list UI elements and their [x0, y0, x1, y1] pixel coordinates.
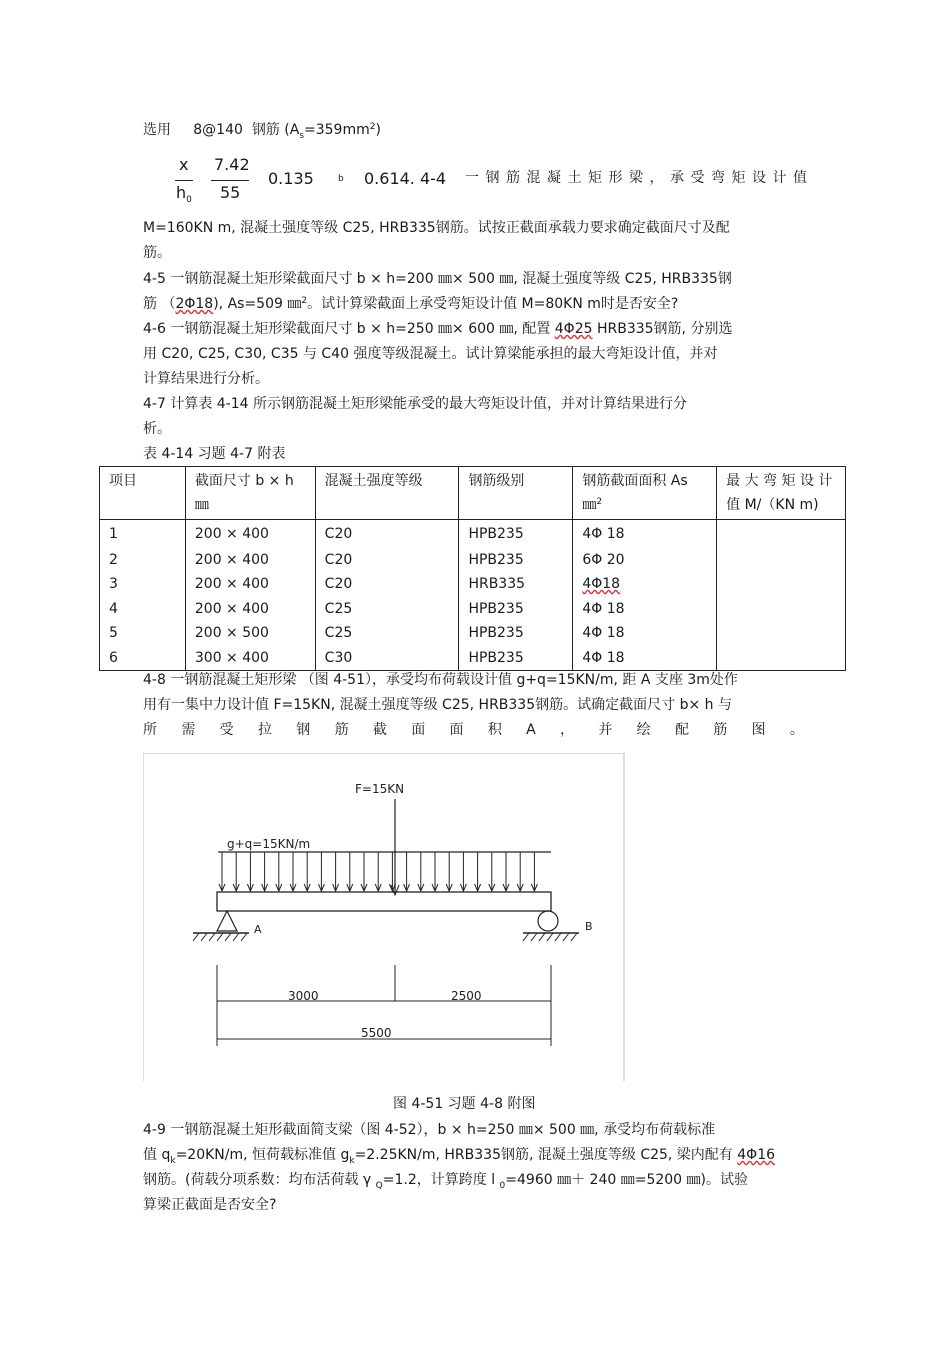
hatch-line [531, 933, 537, 941]
dim-left-label: 3000 [288, 989, 319, 1003]
cell-concrete: C20 [315, 572, 459, 597]
header-area-sup: 2 [596, 497, 603, 507]
cell-steel: HPB235 [459, 548, 573, 573]
char: 受 [219, 722, 234, 738]
selection-line [143, 121, 381, 141]
hatch-line [217, 933, 223, 941]
cell-steel: HPB235 [459, 621, 573, 646]
cell-concrete: C20 [315, 548, 459, 573]
force-label: F=15KN [355, 782, 405, 796]
table-row [100, 621, 846, 646]
p45-rebar: 2Φ18 [175, 296, 214, 312]
p45-sup: 2 [301, 296, 308, 306]
hatch-line [563, 933, 569, 941]
formula-numerator: 7.42 [214, 155, 250, 174]
table-row [100, 548, 846, 573]
p46-text-c: HRB335钢筋, 分别选 [592, 321, 733, 337]
header-steel: 钢筋级别 [459, 467, 573, 520]
problem-4-9-line2 [143, 1146, 775, 1166]
close-paren: ) [375, 122, 381, 138]
header-size-unit: ㎜ [194, 497, 209, 513]
char: 积 [487, 722, 502, 738]
cell-steel: HRB335 [459, 572, 573, 597]
problem-4-8-line3 [143, 721, 804, 739]
cell-no: 3 [100, 572, 186, 597]
header-moment-line2: 值 M/（KN m) [726, 497, 819, 513]
p49-text-b: =20KN/m, 恒荷载标准值 g [175, 1147, 350, 1163]
table-row [100, 646, 846, 671]
char: 绘 [636, 722, 651, 738]
p49-text-c: =2.25KN/m, HRB335钢筋, 混凝土强度等级 C25, 梁内配有 [354, 1147, 738, 1163]
cell-moment [717, 572, 846, 597]
problem-4-9-line1: 4-9 一钢筋混凝土矩形截面简支梁（图 4-52），b × h=250 ㎜× 500 ㎜, 承受均布荷载标准 [143, 1122, 716, 1138]
char: 配 [674, 722, 689, 738]
hatch-line [547, 933, 553, 941]
cell-area: 4Φ 18 [573, 646, 717, 671]
table-row [100, 597, 846, 622]
header-concrete: 混凝土强度等级 [315, 467, 459, 520]
subscript: s [299, 131, 305, 141]
cell-steel: HPB235 [459, 597, 573, 622]
char: 筋 [334, 722, 349, 738]
rebar-word: 钢筋 (A [251, 122, 300, 138]
header-moment-line1: 最 大 弯 矩 设 计 [726, 473, 833, 489]
cell-no: 1 [100, 520, 186, 548]
formula-h-sub: 0 [186, 195, 192, 205]
formula-b-sub: b [338, 174, 344, 184]
cell-size: 200 × 400 [185, 548, 315, 573]
fraction-bar-2 [211, 180, 249, 181]
rebar-spec: 8@140 [193, 122, 243, 138]
cell-concrete: C25 [315, 621, 459, 646]
cell-area: 6Φ 20 [573, 548, 717, 573]
cell-steel: HPB235 [459, 646, 573, 671]
header-area-unit: ㎜ [582, 497, 597, 513]
p49-sub-q: Q [375, 1181, 383, 1191]
cell-moment [717, 597, 846, 622]
char: 面 [411, 722, 426, 738]
problem-4-6-line2: 用 C20, C25, C30, C35 与 C40 强度等级混凝土。试计算梁能承担的最大弯矩设计值，并对 [143, 346, 718, 362]
p45-text-c: ), As=509 ㎜ [213, 296, 302, 312]
char: 。 [789, 722, 804, 738]
area-value: =359mm [304, 122, 370, 138]
hatch-line [539, 933, 545, 941]
cell-no: 6 [100, 646, 186, 671]
char: A [526, 722, 536, 738]
cell-area: 4Φ 18 [573, 621, 717, 646]
header-size [185, 467, 315, 520]
p49-sub-k1: k [170, 1156, 176, 1166]
formula-denominator: 55 [220, 183, 241, 202]
problem-4-5-line2 [143, 295, 678, 313]
ground-hatch-b [523, 933, 577, 941]
char: 筋 [713, 722, 728, 738]
hatch-line [193, 933, 199, 941]
cell-size: 200 × 400 [185, 572, 315, 597]
cell-moment [717, 548, 846, 573]
hatch-line [523, 933, 529, 941]
char: 面 [449, 722, 464, 738]
cell-concrete: C20 [315, 520, 459, 548]
char: 所 [143, 722, 157, 738]
cell-concrete: C25 [315, 597, 459, 622]
cell-steel: HPB235 [459, 520, 573, 548]
table-row [100, 520, 846, 548]
hatch-line [555, 933, 561, 941]
cell-area: 4Φ 18 [573, 520, 717, 548]
cell-no: 2 [100, 548, 186, 573]
beam-figure [143, 753, 625, 1081]
load-arrows [219, 852, 537, 891]
pin-support-a-icon [217, 911, 237, 931]
problem-4-6-line1 [143, 320, 732, 338]
p49-text-3b: =1.2，计算跨度 l [382, 1172, 500, 1188]
p49-sub-k2: k [349, 1156, 355, 1166]
hatch-line [209, 933, 215, 941]
cell-size: 200 × 500 [185, 621, 315, 646]
p49-text-3a: 钢筋。(荷载分项系数：均布活荷载 γ [143, 1172, 376, 1188]
problem-4-8-line2: 用有一集中力设计值 F=15KN, 混凝土强度等级 C25, HRB335钢筋。试确定截面尺寸 b× h 与 [143, 697, 732, 713]
load-label: g+q=15KN/m [227, 837, 311, 851]
p45-text-a: 筋 （ [143, 296, 176, 312]
p45-text-d: 。试计算梁截面上承受弯矩设计值 M=80KN m时是否安全? [307, 296, 679, 312]
table-caption: 表 4-14 习题 4-7 附表 [143, 446, 286, 462]
cell-area: 4Φ 18 [573, 597, 717, 622]
table-row [100, 572, 846, 597]
header-moment [717, 467, 846, 520]
roller-support-b-icon [538, 911, 558, 931]
cell-no: 4 [100, 597, 186, 622]
p46-rebar: 4Φ25 [554, 321, 593, 337]
cell-area: 4Φ18 [573, 572, 717, 597]
problem-4-9-line4: 算梁正截面是否安全? [143, 1197, 277, 1213]
p46-text-a: 4-6 一钢筋混凝土矩形梁截面尺寸 b × h=250 ㎜× 600 ㎜, 配置 [143, 321, 555, 337]
formula-bound: 0.614. 4-4 [364, 169, 447, 188]
cell-concrete: C30 [315, 646, 459, 671]
figure-caption: 图 4-51 习题 4-8 附图 [393, 1096, 536, 1112]
cell-moment [717, 520, 846, 548]
table-header-row [100, 467, 846, 520]
formula-h [176, 184, 192, 205]
formula-x: x [179, 155, 189, 174]
problem-4-6-line3: 计算结果进行分析。 [143, 371, 269, 387]
problem-4-5-line1: 4-5 一钢筋混凝土矩形梁截面尺寸 b × h=200 ㎜× 500 ㎜, 混凝土强度等级 C25, HRB335钢 [143, 271, 732, 287]
p49-sub-0: 0 [499, 1181, 506, 1191]
support-b-label: B [585, 920, 593, 933]
data-table [99, 466, 846, 671]
header-size-line1: 截面尺寸 b × h [194, 473, 294, 489]
problem-4-4-title: 一钢筋混凝土矩形梁，承受弯矩设计值 [465, 170, 814, 186]
cell-size: 200 × 400 [185, 520, 315, 548]
hatch-line [571, 933, 577, 941]
problem-4-8-line1: 4-8 一钢筋混凝土矩形梁 （图 4-51），承受均布荷载设计值 g+q=15KN/m, 距 A 支座 3m处作 [143, 672, 738, 688]
problem-4-7-line1: 4-7 计算表 4-14 所示钢筋混凝土矩形梁能承受的最大弯矩设计值，并对计算结果进行分 [143, 396, 687, 412]
cell-size: 300 × 400 [185, 646, 315, 671]
beam-diagram [143, 753, 625, 1081]
cell-no: 5 [100, 621, 186, 646]
char: 截 [372, 722, 387, 738]
header-area [573, 467, 717, 520]
header-area-line1: 钢筋截面面积 As [582, 473, 688, 489]
problem-4-4-line2: M=160KN m, 混凝土强度等级 C25, HRB335钢筋。试按正截面承载力要求确定截面尺寸及配 [143, 220, 730, 236]
p49-text-3c: =4960 ㎜＋ 240 ㎜=5200 ㎜)。试验 [505, 1172, 748, 1188]
fraction-bar-1 [175, 180, 193, 181]
char: 并 [598, 722, 613, 738]
hatch-line [233, 933, 239, 941]
dim-right-label: 2500 [451, 989, 482, 1003]
beam-body [217, 892, 551, 911]
p49-rebar: 4Φ16 [737, 1147, 776, 1163]
problem-4-7-line2: 析。 [143, 421, 171, 437]
char: 钢 [296, 722, 311, 738]
header-item: 项目 [100, 467, 186, 520]
dim-total-label: 5500 [361, 1026, 392, 1040]
text-prefix: 选用 [143, 122, 171, 138]
ground-hatch-a [193, 933, 247, 941]
hatch-line [241, 933, 247, 941]
cell-moment [717, 646, 846, 671]
char: 拉 [257, 722, 272, 738]
superscript: 2 [369, 122, 376, 132]
support-a-label: A [254, 923, 262, 936]
hatch-line [225, 933, 231, 941]
problem-4-9-line3 [143, 1171, 748, 1191]
char: 图 [751, 722, 766, 738]
formula-h-letter: h [176, 183, 187, 202]
hatch-line [201, 933, 207, 941]
problem-4-4-line3: 筋。 [143, 245, 171, 261]
formula-result: 0.135 [268, 169, 314, 188]
p49-text-a: 值 q [143, 1147, 171, 1163]
char: ， [560, 722, 575, 738]
cell-moment [717, 621, 846, 646]
cell-size: 200 × 400 [185, 597, 315, 622]
char: 需 [181, 722, 196, 738]
